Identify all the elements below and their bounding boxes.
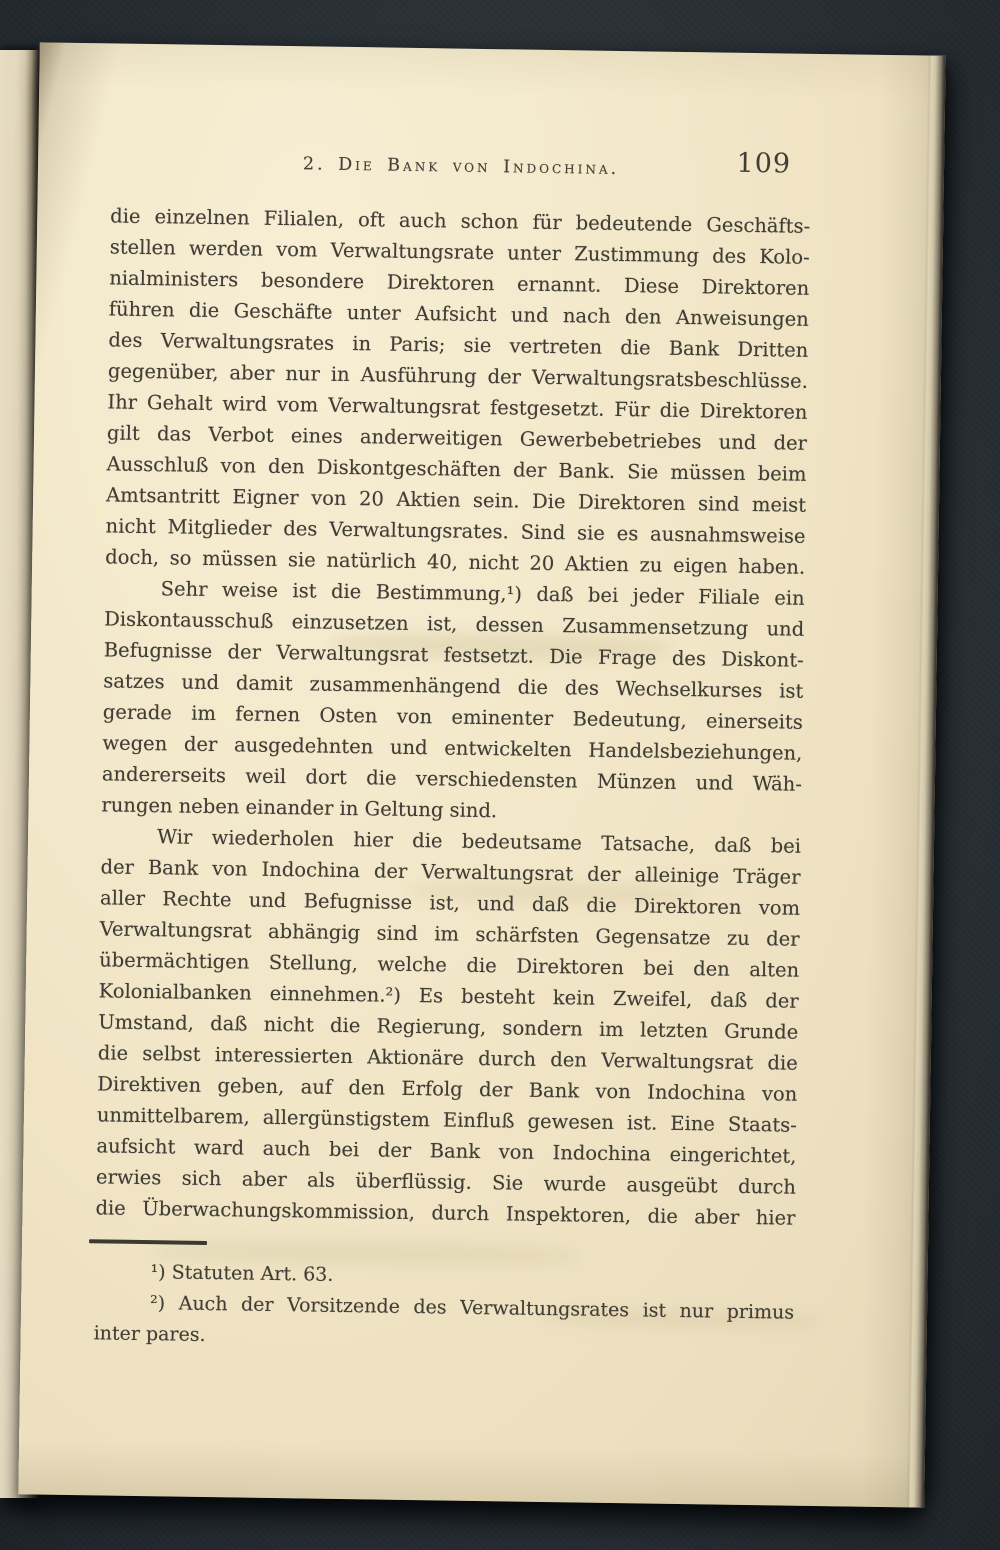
text-line: nialministers besondere Direktoren ernannt. Diese Direktoren [109,266,810,300]
text-line: andererseits weil dort die verschiedensten Münzen und Wäh- [101,762,803,796]
text-line: Sehr weise ist die Bestimmung,¹) daß bei jeder Filiale ein [160,577,805,610]
page-number: 109 [736,147,792,180]
text-line: des Verwaltungsrates in Paris; sie vertreten die Bank Dritten [108,328,809,362]
footnote-line: ¹) Statuten Art. 63. [150,1261,334,1286]
footnote-separator [89,1239,207,1245]
text-line: übermächtigen Stellung, welche die Direktoren bei den alten [99,948,800,982]
text-line: rungen neben einander in Geltung sind. [101,793,498,823]
text-line: die Überwachungskommission, durch Inspektoren, die aber hier [95,1196,796,1230]
text-line: gerade im fernen Osten von eminenter Bedeutung, einerseits [102,700,803,734]
text-line: gilt das Verbot eines anderweitigen Gewerbebetriebes und der [106,421,808,455]
text-line: unmittelbarem, allergünstigstem Einfluß gewesen ist. Eine Staats- [96,1103,798,1137]
text-line: Diskontausschuß einzusetzen ist, dessen Zusammensetzung und [104,607,805,641]
text-line: die einzelnen Filialen, oft auch schon für bedeutende Geschäfts- [110,204,811,238]
text-line: gegenüber, aber nur in Ausführung der Verwaltungsratsbeschlüsse. [107,359,809,393]
text-line: wegen der ausgedehnten und entwickelten Handelsbeziehungen, [102,731,803,765]
text-line: aller Rechte und Befugnisse ist, und daß die Direktoren vom [99,886,801,920]
text-line: erwies sich aber als überflüssig. Sie wurde ausgeübt durch [95,1165,797,1199]
page-content [18,42,945,1507]
text-line: der Bank von Indochina der Verwaltungsrat der alleinige Träger [100,855,801,889]
text-line: doch, so müssen sie natürlich 40, nicht 20 Aktien zu eigen haben. [105,545,806,579]
text-line: satzes und damit zusammenhängend die des Wechselkurses ist [103,669,804,703]
text-line: Ausschluß von den Diskontgeschäften der Bank. Sie müssen beim [106,452,807,486]
chapter-title: 2. Die Bank von Indochina. [302,154,620,179]
text-line: aufsicht ward auch bei der Bank von Indochina eingerichtet, [96,1134,797,1168]
text-line: die selbst interessierten Aktionäre durch den Verwaltungsrat die [97,1041,798,1075]
footnotes [93,1256,794,1359]
text-line: führen die Geschäfte unter Aufsicht und nach den Anweisungen [108,297,809,331]
text-line: Befugnisse der Verwaltungsrat festsetzt. Die Frage des Diskont- [103,638,804,672]
text-line: Umstand, daß nicht die Regierung, sondern im letzten Grunde [98,1010,799,1044]
book-page [18,42,945,1507]
text-line: Ihr Gehalt wird vom Verwaltungsrat festgesetzt. Für die Direktoren [107,390,808,424]
text-line: nicht Mitglieder des Verwaltungsrates. Sind sie es ausnahmsweise [105,514,806,548]
body-text [95,200,810,1233]
text-line: Wir wiederholen hier die bedeutsame Tatsache, daß bei [156,825,802,858]
running-header [111,146,811,186]
text-line: Kolonialbanken einnehmen.²) Es besteht kein Zweifel, daß der [98,979,799,1013]
text-line: stellen werden vom Verwaltungsrate unter Zustimmung des Kolo- [109,235,810,269]
text-line: Verwaltungsrat abhängig sind im schärfsten Gegensatze zu der [99,917,800,951]
text-line: Direktiven geben, auf den Erfolg der Bank von Indochina von [97,1072,798,1106]
text-line: Amtsantritt Eigner von 20 Aktien sein. Die Direktoren sind meist [105,483,807,517]
footnote-line: ²) Auch der Vorsitzende des Verwaltungsrates ist nur primus [149,1292,795,1324]
footnote-line: inter pares. [93,1322,206,1346]
